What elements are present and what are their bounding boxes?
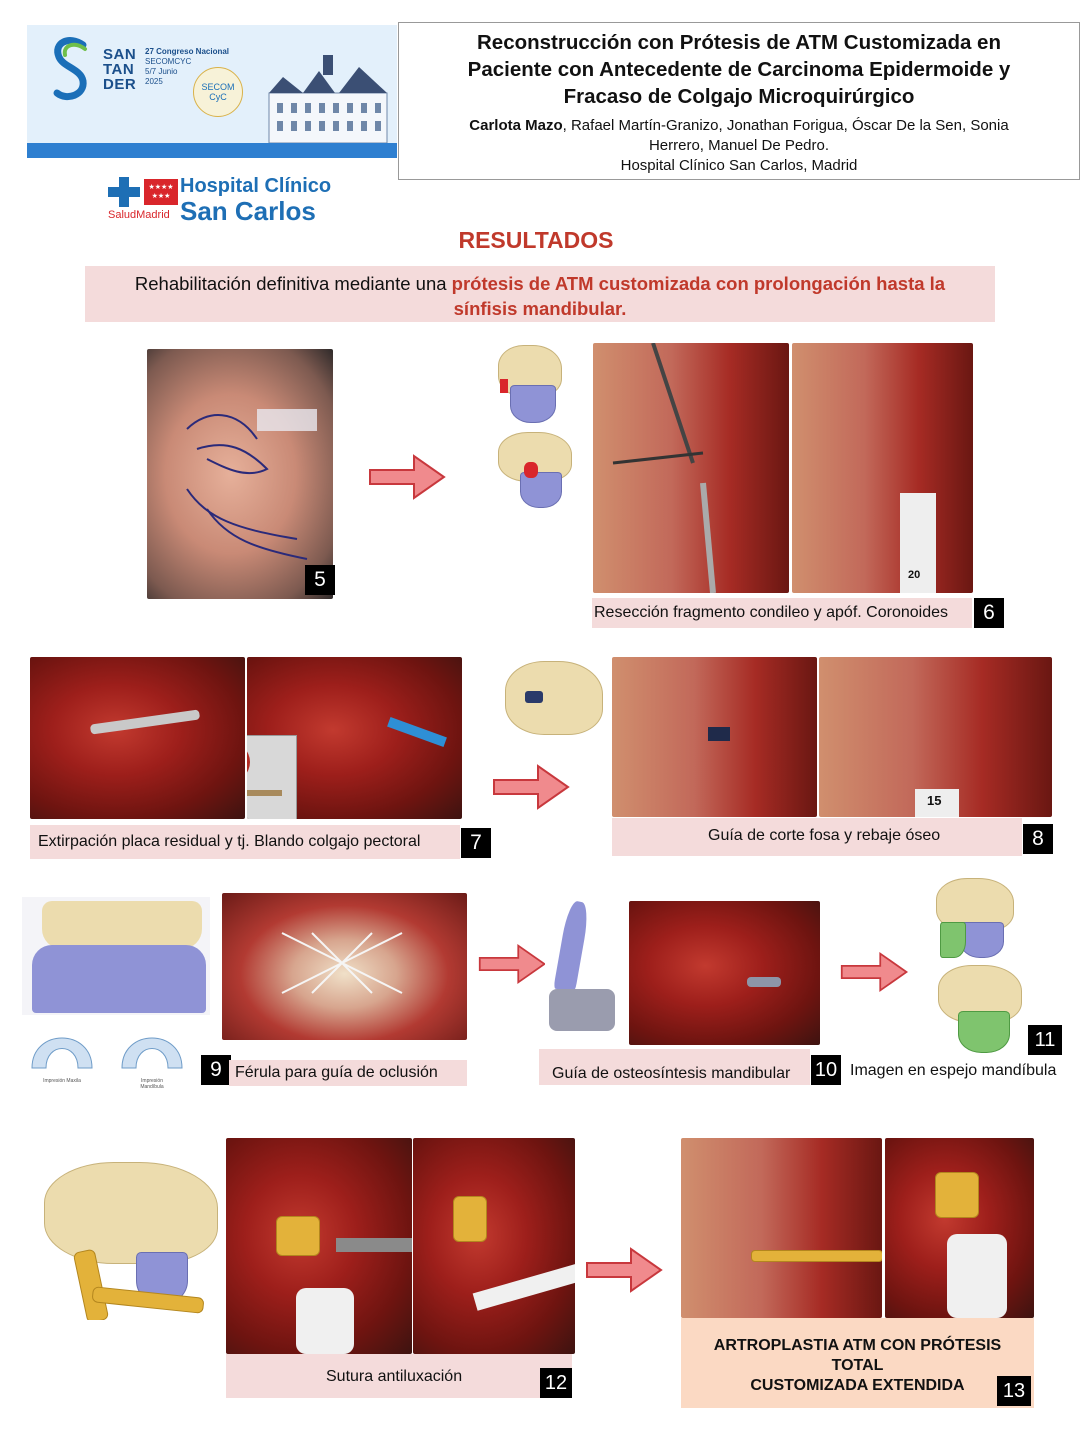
mandible-guide-model	[545, 897, 623, 1037]
intro-highlight-1: prótesis de ATM customizada con prolongación hasta la	[451, 273, 946, 294]
arrow-icon	[368, 452, 448, 502]
dental-model	[22, 897, 210, 1015]
figure-9-caption-box	[229, 1060, 467, 1086]
specimen-inset	[247, 735, 297, 819]
figure-13-caption-line-2: TOTAL	[831, 1357, 884, 1374]
intro-highlight-2: sínfisis mandibular.	[453, 298, 627, 319]
skull-model-resection	[490, 345, 572, 425]
mirror-skull-frontal	[932, 878, 1018, 960]
figure-13-number: 13	[997, 1376, 1031, 1406]
congress-dates: 5/7 Junio	[145, 67, 178, 76]
ruler	[900, 493, 936, 593]
congress-line1: 27 Congreso Nacional	[145, 47, 230, 56]
santander-wordmark: SAN TAN DER	[103, 46, 137, 93]
arrow-icon	[478, 942, 548, 986]
figure-8-caption: Guía de corte fosa y rebaje óseo	[708, 827, 941, 844]
title-line-1: Reconstrucción con Prótesis de ATM Customizada en	[477, 31, 1001, 54]
mirror-skull-lateral	[928, 963, 1024, 1055]
hospital-name-line1: Hospital Clínico	[180, 175, 332, 197]
figure-10-caption-box	[539, 1049, 810, 1085]
figure-7-photo-right	[247, 657, 462, 819]
figure-11-number: 11	[1028, 1025, 1062, 1055]
salud-madrid-part1: Salud	[108, 209, 137, 221]
figure-9-photo	[222, 893, 467, 1040]
figure-12-number: 12	[540, 1368, 572, 1398]
congress-line2: SECOMCYC	[145, 57, 192, 66]
figure-13-caption-line-3: CUSTOMIZADA EXTENDIDA	[750, 1377, 965, 1394]
figure-7-photo-left	[30, 657, 245, 819]
congress-banner	[27, 25, 397, 158]
figure-7-caption: Extirpación placa residual y tj. Blando colgajo pectoral	[38, 833, 421, 850]
figure-12-photo-right	[413, 1138, 575, 1354]
arrow-icon	[585, 1245, 665, 1295]
splint-label-maxila: Impresión Maxila	[43, 1078, 81, 1084]
figure-8-number: 8	[1023, 824, 1053, 854]
banner-band	[27, 143, 397, 158]
figure-8-caption-box	[612, 818, 1022, 856]
figure-13-caption-line-1: ARTROPLASTIA ATM CON PRÓTESIS	[713, 1337, 1002, 1354]
ruler	[915, 789, 959, 817]
congress-year: 2025	[145, 77, 163, 86]
authors-line-2: Herrero, Manuel De Pedro.	[648, 137, 830, 154]
occlusal-splints	[22, 1018, 197, 1094]
hospital-name-line2: San Carlos	[180, 196, 316, 226]
figure-13-photo-right	[885, 1138, 1034, 1318]
figure-10-caption: Guía de osteosíntesis mandibular	[552, 1065, 791, 1082]
title-box	[398, 22, 1080, 180]
figure-6-photo-left	[593, 343, 789, 593]
authors-rest: , Rafael Martín-Granizo, Jonathan Forigua, Óscar De la Sen, Sonia	[562, 117, 1009, 134]
figure-5-number: 5	[305, 565, 335, 595]
figure-7-caption-box	[30, 825, 460, 859]
santander-s-logo	[49, 35, 93, 103]
arrow-icon	[840, 950, 910, 994]
figure-9-caption: Férula para guía de oclusión	[235, 1064, 438, 1081]
figure-5-photo	[147, 349, 333, 599]
authors-line-1	[399, 116, 1079, 136]
salud-madrid-label	[108, 209, 170, 221]
figure-13-caption-box	[681, 1318, 1034, 1408]
figure-6-caption-box	[592, 598, 972, 628]
hospital-cross-icon	[108, 177, 140, 207]
poster-title	[399, 29, 1079, 110]
figure-7-number: 7	[461, 828, 491, 858]
skull-model-lateral	[490, 432, 575, 512]
first-author: Carlota Mazo	[469, 117, 563, 134]
figure-6-caption: Resección fragmento condileo y apóf. Coronoides	[594, 604, 948, 621]
authors	[399, 116, 1079, 176]
hospital-logo	[108, 175, 348, 225]
residual-plate	[90, 709, 200, 734]
arrow-icon	[492, 762, 572, 812]
figure-12-photo-left	[226, 1138, 412, 1354]
secom-emblem-text: SECOM CyC	[201, 82, 235, 102]
salud-madrid-part2: Madrid	[136, 209, 170, 221]
figure-9-number: 9	[201, 1055, 231, 1085]
figure-8-photo-right	[819, 657, 1052, 817]
intro-line-1	[85, 271, 995, 296]
madrid-flag-icon: ★★★★ ★★★	[144, 179, 178, 205]
institution: Hospital Clínico San Carlos, Madrid	[620, 157, 858, 174]
figure-13-photo-left	[681, 1138, 882, 1318]
palace-illustration	[263, 53, 393, 143]
figure-10-number: 10	[811, 1055, 841, 1085]
ruler-mark: 20	[908, 569, 921, 581]
intro-box	[85, 266, 995, 322]
prosthesis-skull-model	[36, 1160, 221, 1320]
figure-8-photo-left	[612, 657, 817, 817]
figure-10-photo	[629, 901, 820, 1045]
section-title: RESULTADOS	[458, 227, 614, 253]
intro-plain: Rehabilitación definitiva mediante una	[134, 273, 452, 294]
figure-6-number: 6	[974, 598, 1004, 628]
figure-6-photo-right	[792, 343, 973, 593]
figure-11-caption: Imagen en espejo mandíbula	[850, 1062, 1057, 1079]
elastics	[222, 893, 467, 1040]
splint-label-mandibula: Impresión Mandíbula	[140, 1078, 164, 1090]
skin-markings	[147, 349, 333, 599]
figure-12-caption-box	[226, 1354, 572, 1398]
instruments	[593, 343, 789, 593]
title-line-2: Paciente con Antecedente de Carcinoma Epidermoide y	[467, 58, 1011, 81]
figure-12-caption: Sutura antiluxación	[326, 1368, 463, 1385]
ruler-mark: 15	[927, 793, 942, 808]
secom-emblem	[193, 67, 243, 117]
title-line-3: Fracaso de Colgajo Microquirúrgico	[563, 85, 915, 108]
skull-model-cutting-guide	[495, 655, 607, 745]
